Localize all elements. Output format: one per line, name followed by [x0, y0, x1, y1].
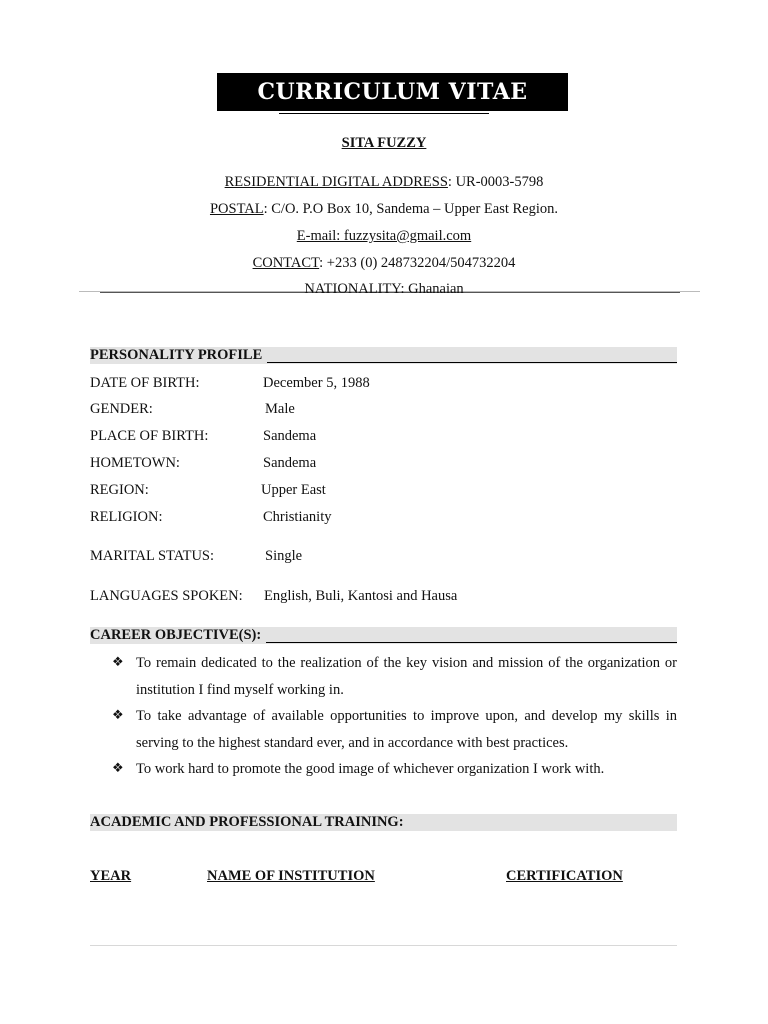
- personality-profile-heading: [90, 347, 677, 364]
- column-header-certification: CERTIFICATION: [506, 868, 623, 884]
- list-item-text: To remain dedicated to the realization of the key vision and mission of the organization or institution I find myself working in.: [136, 655, 677, 698]
- profile-label: RELIGION:: [90, 509, 163, 525]
- profile-label: DATE OF BIRTH:: [90, 375, 200, 391]
- profile-value: Male: [265, 401, 295, 417]
- column-header-year: YEAR: [90, 868, 132, 884]
- profile-value: English, Buli, Kantosi and Hausa: [264, 588, 458, 604]
- section-title: PERSONALITY PROFILE: [90, 347, 263, 363]
- address-value: : UR-0003-5798: [447, 174, 544, 190]
- contact-line: [0, 255, 768, 272]
- diamond-bullet-icon: ❖: [112, 761, 124, 776]
- academic-training-heading: [90, 814, 677, 831]
- profile-label: PLACE OF BIRTH:: [90, 428, 209, 444]
- section-title: CAREER OBJECTIVE(S):: [90, 627, 262, 643]
- list-item: [112, 703, 677, 756]
- profile-value: Christianity: [263, 509, 332, 525]
- contact-value: : +233 (0) 248732204/504732204: [319, 255, 516, 271]
- list-item: [112, 756, 677, 783]
- profile-label: HOMETOWN:: [90, 455, 180, 471]
- profile-label: MARITAL STATUS:: [90, 548, 215, 564]
- profile-value: Upper East: [261, 482, 326, 498]
- profile-label: LANGUAGES SPOKEN:: [90, 588, 243, 604]
- heading-rule: [266, 629, 677, 643]
- postal-value: : C/O. P.O Box 10, Sandema – Upper East Region.: [263, 201, 559, 217]
- title-underline: [279, 113, 489, 114]
- postal-line: [0, 201, 768, 218]
- career-objective-list: [112, 650, 677, 783]
- profile-value: Sandema: [263, 428, 317, 444]
- profile-row-dob: [90, 375, 370, 392]
- diamond-bullet-icon: ❖: [112, 708, 124, 723]
- list-item: [112, 650, 677, 703]
- profile-label: REGION:: [90, 482, 149, 498]
- postal-label: POSTAL: [209, 201, 264, 217]
- profile-row-religion: [90, 509, 332, 526]
- career-objective-heading: [90, 627, 677, 644]
- cv-title: CURRICULUM VITAE: [217, 73, 568, 111]
- profile-row-languages: [90, 588, 458, 605]
- heading-rule: [267, 349, 677, 363]
- profile-row-gender: [90, 401, 295, 418]
- profile-row-hometown: [90, 455, 317, 472]
- profile-row-marital-status: [90, 548, 303, 565]
- address-label: RESIDENTIAL DIGITAL ADDRESS: [224, 174, 448, 190]
- profile-row-region: [90, 482, 326, 499]
- table-bottom-divider: [90, 945, 677, 946]
- nationality-line: NATIONALITY: Ghanaian: [304, 281, 464, 297]
- email-line: [0, 228, 768, 245]
- profile-value: Single: [265, 548, 303, 564]
- profile-label: GENDER:: [90, 401, 153, 417]
- column-header-institution: NAME OF INSTITUTION: [207, 868, 375, 884]
- diamond-bullet-icon: ❖: [112, 655, 124, 670]
- address-line: [0, 174, 768, 191]
- profile-value: December 5, 1988: [263, 375, 370, 391]
- applicant-name: SITA FUZZY: [341, 135, 427, 151]
- profile-value: Sandema: [263, 455, 317, 471]
- email-link[interactable]: E-mail: fuzzysita@gmail.com: [296, 228, 472, 244]
- list-item-text: To take advantage of available opportunities to improve upon, and develop my skills in serving to the highest standard ever, and in accordance with best practices.: [136, 708, 677, 751]
- profile-row-place-of-birth: [90, 428, 317, 445]
- section-title: ACADEMIC AND PROFESSIONAL TRAINING:: [90, 814, 404, 830]
- contact-label: CONTACT: [252, 255, 320, 271]
- list-item-text: To work hard to promote the good image of whichever organization I work with.: [136, 761, 605, 777]
